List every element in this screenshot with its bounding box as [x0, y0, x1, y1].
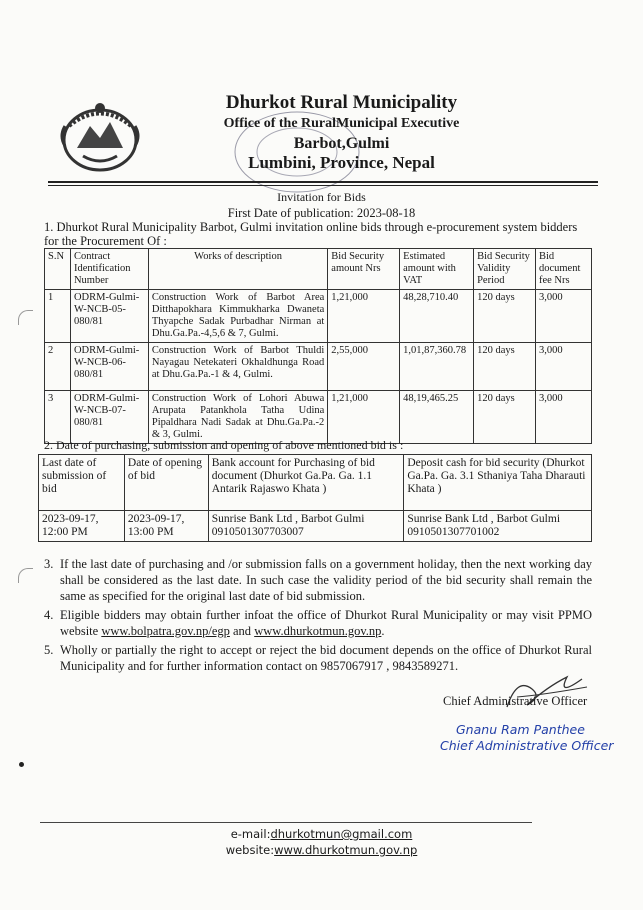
col-description: Works of description: [148, 249, 327, 290]
bolpatra-link[interactable]: www.bolpatra.gov.np/egp: [101, 624, 230, 638]
note-text-part: .: [381, 624, 385, 638]
cell-sn: 2: [45, 343, 71, 391]
col-sn: S.N: [45, 249, 71, 290]
signatory-title: Chief Administrative Officer: [443, 694, 588, 708]
cell-id: ODRM-Gulmi-W-NCB-07-080/81: [70, 391, 148, 444]
org-name: Dhurkot Rural Municipality: [225, 92, 458, 113]
handwritten-signature: [497, 667, 592, 717]
dates-table: [38, 454, 592, 542]
col-estimate: Estimated amount with VAT: [400, 249, 474, 290]
col-contract-id: Contract Identification Number: [70, 249, 148, 290]
col-deposit-account: Deposit cash for bid security (Dhurkot Ga.Pa. Ga. 3.1 Sthaniya Taha Dharauti Khata ): [404, 455, 592, 511]
cell-estimate: 1,01,87,360.78: [400, 343, 474, 391]
cell-opening-date: 2023-09-17, 13:00 PM: [124, 511, 208, 542]
header-divider: [48, 181, 598, 186]
col-submission-date: Last date of submission of bid: [39, 455, 125, 511]
cell-sn: 3: [45, 391, 71, 444]
footer-email: [0, 827, 643, 841]
note-text: [60, 607, 592, 639]
note-number: 5.: [44, 643, 54, 657]
note-text: Wholly or partially the right to accept or reject the bid document depends on the office of Dhurkot Rural Municipality and for further information contact on 9857067917 , 9843589271.: [60, 643, 592, 673]
table-row: [45, 343, 592, 391]
col-fee: Bid document fee Nrs: [535, 249, 591, 290]
note-number: 3.: [44, 557, 54, 571]
cell-estimate: 48,19,465.25: [400, 391, 474, 444]
table-row: [45, 290, 592, 343]
place-name: Barbot,Gulmi: [293, 135, 390, 152]
list-item: [44, 607, 592, 639]
cell-desc: Construction Work of Barbot Area Ditthapokhara Kimmukharka Dwaneta Thyapche Sadak Purbadhar Nirman at Dhu.Ga.Pa.-4,5,6 & 7, Gulmi.: [148, 290, 327, 343]
cell-bank-account: Sunrise Bank Ltd , Barbot Gulmi 0910501307703007: [208, 511, 404, 542]
binder-hole-mark: [18, 310, 33, 325]
notes-list: [44, 556, 592, 677]
note-text-part: Eligible bidders may obtain further infoat the office of Dhurkot Rural Municipality or may visit PPMO website: [60, 608, 592, 638]
dates-table-header: [39, 455, 592, 511]
website-label: website:: [225, 843, 275, 857]
stamp-name: Gnanu Ram Panthee: [456, 722, 585, 737]
notice-title: Invitation for Bids: [277, 190, 366, 204]
col-opening-date: Date of opening of bid: [124, 455, 208, 511]
col-validity: Bid Security Validity Period: [474, 249, 536, 290]
email-link[interactable]: dhurkotmun@gmail.com: [270, 827, 413, 841]
email-label: e-mail:: [230, 827, 271, 841]
intro-number: 1.: [44, 220, 54, 234]
col-security: Bid Security amount Nrs: [328, 249, 400, 290]
province-name: Lumbini, Province, Nepal: [248, 153, 435, 172]
cell-fee: 3,000: [535, 343, 591, 391]
intro-text: Dhurkot Rural Municipality Barbot, Gulmi invitation online bids through e-procurement system bidders for the Procurement Of :: [44, 220, 578, 248]
cell-security: 2,55,000: [328, 343, 400, 391]
cell-desc: Construction Work of Lohori Abuwa Arupata Patankhola Tatha Udina Pipaldhara Nadi Sadak at Dhu.Ga.Pa.-2 & 3, Gulmi.: [148, 391, 327, 444]
note-text-part: and: [229, 624, 255, 638]
note-number: 4.: [44, 608, 54, 622]
note-text: If the last date of purchasing and /or submission falls on a government holiday, then the next working day shall be considered as the last date. In such case the validity period of the bid security shall remain the same as specified for the original last date of bid submission.: [60, 557, 592, 603]
cell-validity: 120 days: [474, 343, 536, 391]
cell-fee: 3,000: [535, 391, 591, 444]
cell-submission-date: 2023-09-17, 12:00 PM: [39, 511, 125, 542]
margin-dot: [19, 762, 24, 767]
cell-id: ODRM-Gulmi-W-NCB-06-080/81: [70, 343, 148, 391]
cell-estimate: 48,28,710.40: [400, 290, 474, 343]
cell-sn: 1: [45, 290, 71, 343]
binder-hole-mark: [18, 568, 33, 583]
footer-website: [0, 843, 643, 857]
cell-security: 1,21,000: [328, 391, 400, 444]
table-row: [39, 511, 592, 542]
cell-id: ODRM-Gulmi-W-NCB-05-080/81: [70, 290, 148, 343]
cell-desc: Construction Work of Barbot Thuldi Nayagau Netekateri Okhaldhunga Road at Dhu.Ga.Pa.-1 & 4, Gulmi.: [148, 343, 327, 391]
publication-date: First Date of publication: 2023-08-18: [227, 206, 416, 220]
stamp-title: Chief Administrative Officer: [440, 738, 614, 753]
cell-validity: 120 days: [474, 290, 536, 343]
dhurkotmun-link[interactable]: www.dhurkotmun.gov.np: [254, 624, 382, 638]
office-name: Office of the RuralMunicipal Executive: [223, 116, 460, 131]
cell-validity: 120 days: [474, 391, 536, 444]
cell-deposit-account: Sunrise Bank Ltd , Barbot Gulmi 0910501307701002: [404, 511, 592, 542]
list-item: [44, 556, 592, 604]
works-table-header: [45, 249, 592, 290]
works-table: [44, 248, 592, 444]
dates-title: 2. Date of purchasing, submission and opening of above mentioned bid is :: [44, 438, 404, 452]
table-row: [45, 391, 592, 444]
col-bank-account: Bank account for Purchasing of bid document (Dhurkot Ga.Pa. Ga. 1.1 Antarik Rajaswo Khata ): [208, 455, 404, 511]
cell-security: 1,21,000: [328, 290, 400, 343]
cell-fee: 3,000: [535, 290, 591, 343]
footer-divider: [40, 822, 532, 823]
intro-paragraph: [44, 220, 592, 248]
website-link[interactable]: www.dhurkotmun.gov.np: [274, 843, 418, 857]
